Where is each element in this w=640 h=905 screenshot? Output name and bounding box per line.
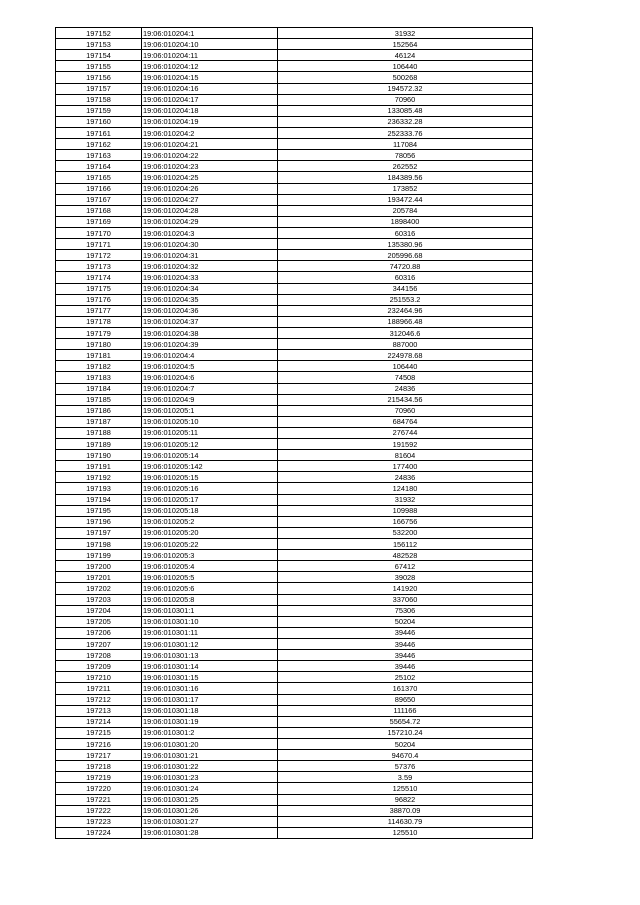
cadastral-number-cell: 19:06:010301:18	[142, 705, 278, 716]
table-row	[56, 739, 533, 750]
table-row	[56, 361, 533, 372]
amount-cell: 31932	[278, 494, 533, 505]
table-row	[56, 705, 533, 716]
table-row	[56, 405, 533, 416]
table-row	[56, 339, 533, 350]
amount-cell: 125510	[278, 827, 533, 838]
cadastral-number-cell: 19:06:010301:28	[142, 827, 278, 838]
row-number-cell: 197195	[56, 505, 142, 516]
row-number-cell: 197166	[56, 183, 142, 194]
amount-cell: 251553.2	[278, 294, 533, 305]
cadastral-number-cell: 19:06:010205:2	[142, 516, 278, 527]
cadastral-number-cell: 19:06:010204:35	[142, 294, 278, 305]
row-number-cell: 197223	[56, 816, 142, 827]
row-number-cell: 197175	[56, 283, 142, 294]
row-number-cell: 197182	[56, 361, 142, 372]
amount-cell: 106440	[278, 361, 533, 372]
cadastral-number-cell: 19:06:010204:15	[142, 72, 278, 83]
amount-cell: 177400	[278, 461, 533, 472]
row-number-cell: 197211	[56, 683, 142, 694]
row-number-cell: 197181	[56, 350, 142, 361]
table-row	[56, 539, 533, 550]
amount-cell: 194572.32	[278, 83, 533, 94]
table-row	[56, 583, 533, 594]
table-row	[56, 250, 533, 261]
amount-cell: 24836	[278, 383, 533, 394]
table-row	[56, 572, 533, 583]
table-row	[56, 127, 533, 138]
row-number-cell: 197167	[56, 194, 142, 205]
table-row	[56, 505, 533, 516]
cadastral-number-cell: 19:06:010301:14	[142, 661, 278, 672]
row-number-cell: 197206	[56, 627, 142, 638]
table-row	[56, 661, 533, 672]
cadastral-number-cell: 19:06:010204:12	[142, 61, 278, 72]
table-row	[56, 483, 533, 494]
cadastral-number-cell: 19:06:010301:10	[142, 616, 278, 627]
table-row	[56, 772, 533, 783]
row-number-cell: 197203	[56, 594, 142, 605]
amount-cell: 152564	[278, 39, 533, 50]
amount-cell: 224978.68	[278, 350, 533, 361]
row-number-cell: 197156	[56, 72, 142, 83]
row-number-cell: 197160	[56, 116, 142, 127]
cadastral-number-cell: 19:06:010204:16	[142, 83, 278, 94]
cadastral-number-cell: 19:06:010204:18	[142, 105, 278, 116]
table-row	[56, 639, 533, 650]
row-number-cell: 197212	[56, 694, 142, 705]
amount-cell: 232464.96	[278, 305, 533, 316]
amount-cell: 337060	[278, 594, 533, 605]
table-row	[56, 383, 533, 394]
cadastral-number-cell: 19:06:010205:22	[142, 539, 278, 550]
cadastral-number-cell: 19:06:010204:36	[142, 305, 278, 316]
cadastral-number-cell: 19:06:010204:2	[142, 127, 278, 138]
table-row	[56, 194, 533, 205]
amount-cell: 236332.28	[278, 116, 533, 127]
amount-cell: 78056	[278, 150, 533, 161]
row-number-cell: 197220	[56, 783, 142, 794]
row-number-cell: 197219	[56, 772, 142, 783]
amount-cell: 215434.56	[278, 394, 533, 405]
row-number-cell: 197205	[56, 616, 142, 627]
cadastral-number-cell: 19:06:010301:23	[142, 772, 278, 783]
table-row	[56, 350, 533, 361]
table-row	[56, 616, 533, 627]
amount-cell: 70960	[278, 405, 533, 416]
cadastral-number-cell: 19:06:010205:3	[142, 550, 278, 561]
cadastral-number-cell: 19:06:010301:16	[142, 683, 278, 694]
amount-cell: 312046.6	[278, 327, 533, 338]
amount-cell: 344156	[278, 283, 533, 294]
row-number-cell: 197189	[56, 439, 142, 450]
cadastral-number-cell: 19:06:010204:25	[142, 172, 278, 183]
table-row	[56, 372, 533, 383]
table-row	[56, 716, 533, 727]
table-row	[56, 50, 533, 61]
row-number-cell: 197186	[56, 405, 142, 416]
amount-cell: 125510	[278, 783, 533, 794]
cadastral-number-cell: 19:06:010205:6	[142, 583, 278, 594]
amount-cell: 106440	[278, 61, 533, 72]
table-row	[56, 261, 533, 272]
cadastral-number-cell: 19:06:010204:4	[142, 350, 278, 361]
amount-cell: 166756	[278, 516, 533, 527]
table-row	[56, 183, 533, 194]
amount-cell: 60316	[278, 227, 533, 238]
amount-cell: 157210.24	[278, 727, 533, 738]
table-row	[56, 683, 533, 694]
cadastral-number-cell: 19:06:010204:33	[142, 272, 278, 283]
row-number-cell: 197217	[56, 750, 142, 761]
table-row	[56, 239, 533, 250]
row-number-cell: 197179	[56, 327, 142, 338]
row-number-cell: 197162	[56, 139, 142, 150]
row-number-cell: 197172	[56, 250, 142, 261]
amount-cell: 67412	[278, 561, 533, 572]
amount-cell: 114630.79	[278, 816, 533, 827]
row-number-cell: 197153	[56, 39, 142, 50]
table-row	[56, 150, 533, 161]
table-row	[56, 450, 533, 461]
cadastral-number-cell: 19:06:010204:34	[142, 283, 278, 294]
amount-cell: 124180	[278, 483, 533, 494]
cadastral-number-cell: 19:06:010301:24	[142, 783, 278, 794]
amount-cell: 252333.76	[278, 127, 533, 138]
table-row	[56, 139, 533, 150]
row-number-cell: 197165	[56, 172, 142, 183]
amount-cell: 81604	[278, 450, 533, 461]
amount-cell: 46124	[278, 50, 533, 61]
table-row	[56, 216, 533, 227]
row-number-cell: 197210	[56, 672, 142, 683]
amount-cell: 188966.48	[278, 316, 533, 327]
table-row	[56, 72, 533, 83]
cadastral-number-cell: 19:06:010204:23	[142, 161, 278, 172]
cadastral-number-cell: 19:06:010205:4	[142, 561, 278, 572]
table-row	[56, 727, 533, 738]
table-row	[56, 472, 533, 483]
cadastral-number-cell: 19:06:010204:17	[142, 94, 278, 105]
data-table	[55, 27, 533, 839]
table-row	[56, 494, 533, 505]
amount-cell: 173852	[278, 183, 533, 194]
cadastral-number-cell: 19:06:010204:30	[142, 239, 278, 250]
cadastral-number-cell: 19:06:010301:19	[142, 716, 278, 727]
amount-cell: 3.59	[278, 772, 533, 783]
cadastral-number-cell: 19:06:010205:18	[142, 505, 278, 516]
row-number-cell: 197191	[56, 461, 142, 472]
cadastral-number-cell: 19:06:010301:15	[142, 672, 278, 683]
table-row	[56, 594, 533, 605]
row-number-cell: 197185	[56, 394, 142, 405]
amount-cell: 500268	[278, 72, 533, 83]
table-row	[56, 28, 533, 39]
amount-cell: 94670.4	[278, 750, 533, 761]
row-number-cell: 197224	[56, 827, 142, 838]
row-number-cell: 197221	[56, 794, 142, 805]
amount-cell: 111166	[278, 705, 533, 716]
table-row	[56, 550, 533, 561]
table-row	[56, 827, 533, 838]
cadastral-number-cell: 19:06:010301:27	[142, 816, 278, 827]
amount-cell: 684764	[278, 416, 533, 427]
amount-cell: 74720.88	[278, 261, 533, 272]
cadastral-number-cell: 19:06:010205:8	[142, 594, 278, 605]
amount-cell: 96822	[278, 794, 533, 805]
row-number-cell: 197204	[56, 605, 142, 616]
row-number-cell: 197193	[56, 483, 142, 494]
table-row	[56, 172, 533, 183]
row-number-cell: 197213	[56, 705, 142, 716]
table-row	[56, 83, 533, 94]
amount-cell: 276744	[278, 427, 533, 438]
table-row	[56, 561, 533, 572]
table-row	[56, 516, 533, 527]
cadastral-number-cell: 19:06:010205:15	[142, 472, 278, 483]
cadastral-number-cell: 19:06:010204:22	[142, 150, 278, 161]
table-row	[56, 461, 533, 472]
amount-cell: 50204	[278, 616, 533, 627]
row-number-cell: 197192	[56, 472, 142, 483]
amount-cell: 191592	[278, 439, 533, 450]
row-number-cell: 197184	[56, 383, 142, 394]
table-row	[56, 783, 533, 794]
table-row	[56, 116, 533, 127]
cadastral-number-cell: 19:06:010301:22	[142, 761, 278, 772]
cadastral-number-cell: 19:06:010205:12	[142, 439, 278, 450]
amount-cell: 161370	[278, 683, 533, 694]
cadastral-number-cell: 19:06:010204:37	[142, 316, 278, 327]
amount-cell: 117084	[278, 139, 533, 150]
amount-cell: 31932	[278, 28, 533, 39]
cadastral-number-cell: 19:06:010204:38	[142, 327, 278, 338]
row-number-cell: 197155	[56, 61, 142, 72]
table-row	[56, 439, 533, 450]
table-row	[56, 650, 533, 661]
cadastral-number-cell: 19:06:010204:1	[142, 28, 278, 39]
amount-cell: 141920	[278, 583, 533, 594]
amount-cell: 25102	[278, 672, 533, 683]
amount-cell: 262552	[278, 161, 533, 172]
cadastral-number-cell: 19:06:010204:11	[142, 50, 278, 61]
table-row	[56, 805, 533, 816]
amount-cell: 55654.72	[278, 716, 533, 727]
row-number-cell: 197190	[56, 450, 142, 461]
amount-cell: 184389.56	[278, 172, 533, 183]
row-number-cell: 197216	[56, 739, 142, 750]
cadastral-number-cell: 19:06:010205:10	[142, 416, 278, 427]
table-row	[56, 794, 533, 805]
amount-cell: 39446	[278, 661, 533, 672]
cadastral-number-cell: 19:06:010301:2	[142, 727, 278, 738]
table-row	[56, 816, 533, 827]
cadastral-number-cell: 19:06:010204:26	[142, 183, 278, 194]
amount-cell: 205996.68	[278, 250, 533, 261]
cadastral-number-cell: 19:06:010205:1	[142, 405, 278, 416]
row-number-cell: 197169	[56, 216, 142, 227]
table-row	[56, 750, 533, 761]
amount-cell: 74508	[278, 372, 533, 383]
row-number-cell: 197198	[56, 539, 142, 550]
cadastral-number-cell: 19:06:010301:13	[142, 650, 278, 661]
row-number-cell: 197168	[56, 205, 142, 216]
table-row	[56, 327, 533, 338]
amount-cell: 39446	[278, 650, 533, 661]
cadastral-number-cell: 19:06:010204:3	[142, 227, 278, 238]
cadastral-number-cell: 19:06:010205:20	[142, 527, 278, 538]
row-number-cell: 197197	[56, 527, 142, 538]
row-number-cell: 197176	[56, 294, 142, 305]
cadastral-number-cell: 19:06:010204:32	[142, 261, 278, 272]
cadastral-number-cell: 19:06:010204:21	[142, 139, 278, 150]
cadastral-number-cell: 19:06:010205:14	[142, 450, 278, 461]
table-row	[56, 694, 533, 705]
row-number-cell: 197174	[56, 272, 142, 283]
row-number-cell: 197180	[56, 339, 142, 350]
cadastral-number-cell: 19:06:010301:17	[142, 694, 278, 705]
cadastral-number-cell: 19:06:010204:7	[142, 383, 278, 394]
row-number-cell: 197183	[56, 372, 142, 383]
cadastral-number-cell: 19:06:010204:19	[142, 116, 278, 127]
table-row	[56, 105, 533, 116]
table-row	[56, 672, 533, 683]
row-number-cell: 197215	[56, 727, 142, 738]
row-number-cell: 197207	[56, 639, 142, 650]
amount-cell: 532200	[278, 527, 533, 538]
table-row	[56, 205, 533, 216]
row-number-cell: 197152	[56, 28, 142, 39]
cadastral-number-cell: 19:06:010204:31	[142, 250, 278, 261]
amount-cell: 482528	[278, 550, 533, 561]
row-number-cell: 197218	[56, 761, 142, 772]
table-row	[56, 627, 533, 638]
table-row	[56, 427, 533, 438]
table-row	[56, 39, 533, 50]
amount-cell: 205784	[278, 205, 533, 216]
row-number-cell: 197208	[56, 650, 142, 661]
row-number-cell: 197201	[56, 572, 142, 583]
row-number-cell: 197187	[56, 416, 142, 427]
amount-cell: 109988	[278, 505, 533, 516]
cadastral-number-cell: 19:06:010301:12	[142, 639, 278, 650]
cadastral-number-cell: 19:06:010204:28	[142, 205, 278, 216]
table-row	[56, 61, 533, 72]
cadastral-number-cell: 19:06:010204:9	[142, 394, 278, 405]
cadastral-number-cell: 19:06:010301:1	[142, 605, 278, 616]
row-number-cell: 197188	[56, 427, 142, 438]
amount-cell: 193472.44	[278, 194, 533, 205]
cadastral-number-cell: 19:06:010205:16	[142, 483, 278, 494]
cadastral-number-cell: 19:06:010204:5	[142, 361, 278, 372]
row-number-cell: 197214	[56, 716, 142, 727]
table-body	[56, 28, 533, 839]
amount-cell: 39446	[278, 627, 533, 638]
cadastral-number-cell: 19:06:010204:29	[142, 216, 278, 227]
row-number-cell: 197163	[56, 150, 142, 161]
row-number-cell: 197161	[56, 127, 142, 138]
amount-cell: 57376	[278, 761, 533, 772]
amount-cell: 75306	[278, 605, 533, 616]
row-number-cell: 197209	[56, 661, 142, 672]
cadastral-number-cell: 19:06:010204:6	[142, 372, 278, 383]
row-number-cell: 197200	[56, 561, 142, 572]
cadastral-number-cell: 19:06:010205:5	[142, 572, 278, 583]
table-row	[56, 394, 533, 405]
amount-cell: 89650	[278, 694, 533, 705]
row-number-cell: 197202	[56, 583, 142, 594]
row-number-cell: 197154	[56, 50, 142, 61]
cadastral-number-cell: 19:06:010204:39	[142, 339, 278, 350]
amount-cell: 24836	[278, 472, 533, 483]
amount-cell: 60316	[278, 272, 533, 283]
amount-cell: 887000	[278, 339, 533, 350]
row-number-cell: 197222	[56, 805, 142, 816]
amount-cell: 1898400	[278, 216, 533, 227]
cadastral-number-cell: 19:06:010301:20	[142, 739, 278, 750]
table-row	[56, 527, 533, 538]
table-row	[56, 161, 533, 172]
amount-cell: 50204	[278, 739, 533, 750]
row-number-cell: 197159	[56, 105, 142, 116]
amount-cell: 39446	[278, 639, 533, 650]
cadastral-number-cell: 19:06:010301:26	[142, 805, 278, 816]
cadastral-number-cell: 19:06:010205:17	[142, 494, 278, 505]
amount-cell: 156112	[278, 539, 533, 550]
amount-cell: 38870.09	[278, 805, 533, 816]
row-number-cell: 197164	[56, 161, 142, 172]
row-number-cell: 197170	[56, 227, 142, 238]
cadastral-number-cell: 19:06:010301:21	[142, 750, 278, 761]
row-number-cell: 197199	[56, 550, 142, 561]
table-row	[56, 605, 533, 616]
row-number-cell: 197178	[56, 316, 142, 327]
row-number-cell: 197173	[56, 261, 142, 272]
row-number-cell: 197194	[56, 494, 142, 505]
amount-cell: 135380.96	[278, 239, 533, 250]
amount-cell: 70960	[278, 94, 533, 105]
row-number-cell: 197171	[56, 239, 142, 250]
table-row	[56, 305, 533, 316]
table-row	[56, 316, 533, 327]
cadastral-number-cell: 19:06:010301:25	[142, 794, 278, 805]
cadastral-number-cell: 19:06:010204:27	[142, 194, 278, 205]
cadastral-number-cell: 19:06:010204:10	[142, 39, 278, 50]
table-row	[56, 272, 533, 283]
row-number-cell: 197157	[56, 83, 142, 94]
table-row	[56, 761, 533, 772]
table-row	[56, 94, 533, 105]
row-number-cell: 197196	[56, 516, 142, 527]
table-row	[56, 416, 533, 427]
row-number-cell: 197177	[56, 305, 142, 316]
amount-cell: 39028	[278, 572, 533, 583]
table-row	[56, 283, 533, 294]
cadastral-number-cell: 19:06:010301:11	[142, 627, 278, 638]
amount-cell: 133085.48	[278, 105, 533, 116]
row-number-cell: 197158	[56, 94, 142, 105]
cadastral-number-cell: 19:06:010205:142	[142, 461, 278, 472]
table-row	[56, 294, 533, 305]
cadastral-number-cell: 19:06:010205:11	[142, 427, 278, 438]
table-row	[56, 227, 533, 238]
